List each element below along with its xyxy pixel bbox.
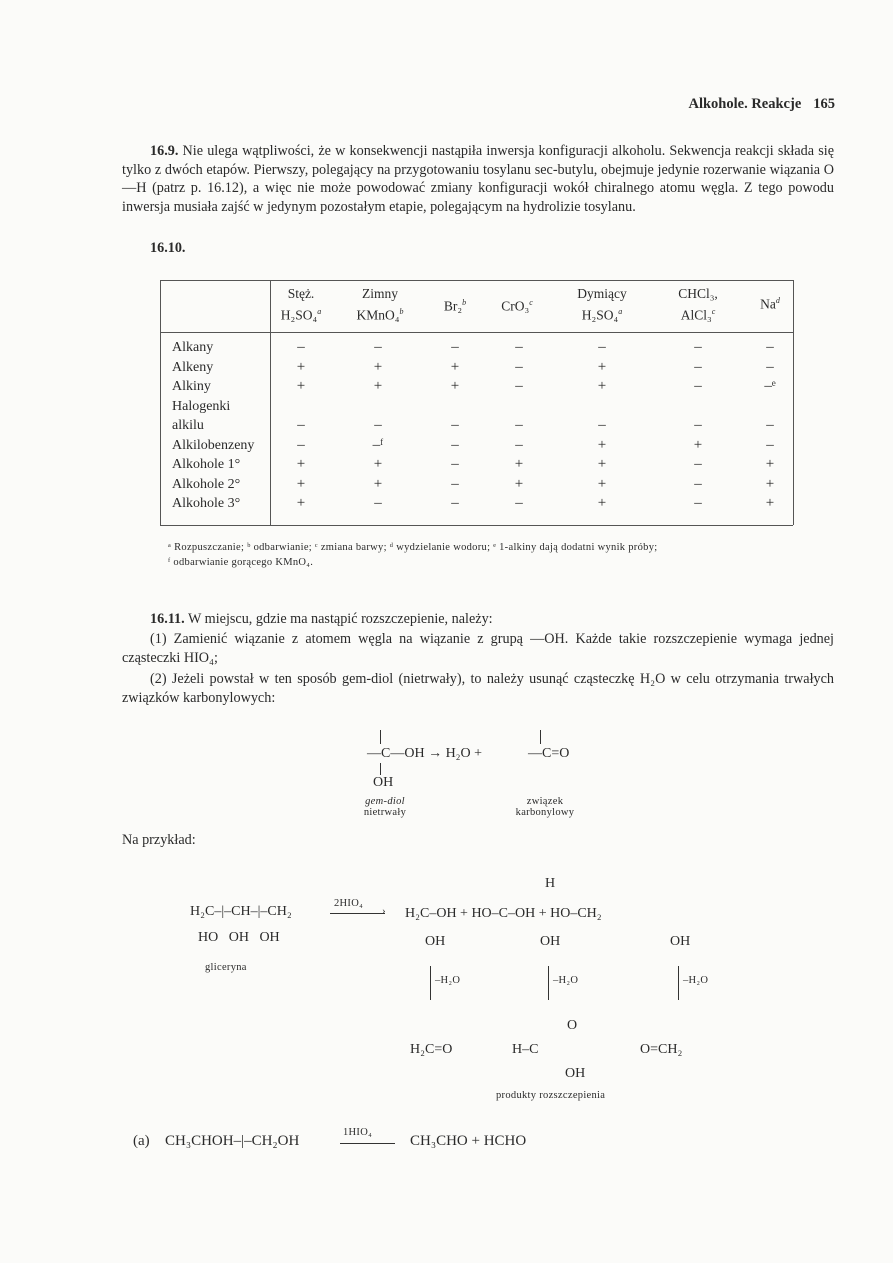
- paragraph-16-9-text: Nie ulega wątpliwości, że w konsekwencji nastąpiła inwersja konfiguracji alkoholu. Sekwencja reakcji składa się tylko z dwóch etapów. Pierwszy, polegający na przygotowaniu tosylanu sec-butylu, obejmuje jedynie rozerwanie wiązania O—H (patrz p. 16.12), a więc nie może powodować zmiany konfiguracji wokół chiralnego atomu węgla. Z tego powodu inwersja musiała zajść w jedynym pozostałym etapie, polegającym na hydrolizie tosylanu.: [122, 143, 834, 215]
- table-cell: –: [694, 475, 702, 492]
- row-label: Alkany: [172, 340, 214, 355]
- table-top-rule: [160, 280, 793, 281]
- row-label: Alkohole 3°: [172, 496, 241, 511]
- table-cell: +: [296, 378, 306, 394]
- formic-acid-o: O: [567, 1018, 578, 1033]
- table-cell: +: [765, 456, 775, 472]
- table-cell: –: [374, 339, 382, 355]
- paragraph-16-11: [122, 610, 834, 629]
- col-header-7: Na$^d$: [760, 296, 780, 312]
- table-left-rule: [160, 280, 161, 525]
- table-cell: +: [296, 475, 306, 492]
- glycerol-formula: H₂C–|–CH–|–CH₂: [190, 904, 292, 919]
- row-label: Halogenki: [172, 398, 231, 414]
- table-cell: –: [694, 339, 702, 355]
- reaction-arrowhead: ›: [382, 905, 386, 917]
- table-cell: –: [297, 339, 305, 355]
- table-cell: –: [374, 417, 382, 433]
- table-cell: –: [766, 417, 774, 433]
- table-cell: –: [694, 378, 702, 394]
- table-cell: +: [296, 456, 306, 472]
- page-number: 165: [813, 96, 835, 112]
- table-cell: –: [451, 495, 459, 511]
- minus-water-1: –H₂O: [435, 975, 461, 986]
- section-number-16-10: 16.10.: [150, 240, 186, 256]
- section-number-16-11: 16.11.: [150, 611, 185, 627]
- table-footnotes: [168, 540, 828, 570]
- table-cell: +: [597, 495, 607, 511]
- example-a-products: CH₃CHO + HCHO: [410, 1133, 527, 1149]
- dehydration-arrow-3: [678, 966, 679, 1000]
- table-cell: –: [451, 417, 459, 433]
- running-header: [688, 96, 835, 113]
- table-cell: +: [597, 378, 607, 394]
- table-cell: –: [515, 436, 523, 453]
- products-formula: H₂C–OH + HO–C–OH + HO–CH₂: [405, 906, 602, 921]
- table-cell: +: [765, 495, 775, 511]
- col-header-5: Dymiący H₂SO₄$^a$: [577, 286, 627, 323]
- reagent-label: 2HIO₄: [334, 898, 364, 909]
- table-cell: +: [597, 475, 607, 492]
- bond-up-2: [540, 730, 551, 744]
- header-title: Alkohole. Reakcje: [688, 96, 802, 112]
- table-right-rule: [793, 280, 794, 525]
- bond-up-1: [380, 730, 391, 744]
- minus-water-2: –H₂O: [553, 975, 579, 986]
- table-cell: –: [766, 339, 774, 355]
- row-label: Alkeny: [172, 359, 214, 375]
- table-cell: +: [597, 456, 607, 472]
- table-cell: –: [694, 417, 702, 433]
- glycerol-name: gliceryna: [205, 962, 247, 973]
- paragraph-16-9: [122, 142, 834, 216]
- step-2: (2) Jeżeli powstał w ten sposób gem-diol (nietrwały), to należy usunąć cząsteczkę H₂O w celu otrzymania trwałych związków karbonylowych:: [122, 671, 834, 706]
- table-cell: +: [373, 358, 383, 375]
- footnote-line-1: ᵃ Rozpuszczanie; ᵇ odbarwianie; ᶜ zmiana barwy; ᵈ wydzielanie wodoru; ᵉ 1-alkiny dają dodatni wynik próby;: [168, 542, 658, 553]
- carbonyl-formula: —C=O: [528, 746, 570, 761]
- formaldehyde-2: O=CH₂: [640, 1042, 683, 1057]
- table-cell: +: [597, 436, 607, 453]
- table-cell: –: [297, 436, 305, 453]
- table-cell: –: [694, 358, 702, 375]
- table-cell: –: [451, 436, 459, 453]
- gem-diol-formula: —C—OH → H₂O +: [367, 746, 483, 761]
- table-cell: –: [515, 495, 523, 511]
- formic-h: H: [545, 876, 556, 891]
- reaction-arrow: [330, 913, 385, 914]
- table-cell: –: [694, 456, 702, 472]
- table-cell: –: [451, 339, 459, 355]
- table-cell: +: [450, 358, 460, 375]
- table-cell: –: [766, 358, 774, 375]
- table-cell: +: [514, 475, 524, 492]
- gem-diol-label: gem-diol nietrwały: [363, 796, 407, 818]
- table-cell: –: [297, 417, 305, 433]
- example-a-reagent: 1HIO₄: [343, 1127, 373, 1138]
- products-label: produkty rozszczepienia: [496, 1090, 606, 1101]
- row-label: Alkohole 1°: [172, 457, 241, 472]
- row-label: alkilu: [172, 418, 204, 433]
- table-cell: +: [450, 378, 460, 394]
- table-cell: –: [515, 378, 523, 394]
- table-cell: –: [451, 475, 459, 492]
- col-header-4: CrO₃$^c$: [501, 298, 533, 314]
- step-1: (1) Zamienić wiązanie z atomem węgla na wiązanie z grupą —OH. Każde takie rozszczepienie wymaga jednej cząsteczki HIO₄;: [122, 631, 834, 666]
- table-cell: –: [515, 358, 523, 375]
- table-cell: –: [515, 417, 523, 433]
- table-cell: –: [374, 495, 382, 511]
- example-a-arrow: [340, 1143, 395, 1144]
- table-label-rule: [270, 280, 271, 525]
- table-cell: –: [598, 339, 606, 355]
- example-a-label: (a): [133, 1133, 150, 1149]
- formic-acid-oh: OH: [565, 1066, 586, 1081]
- table-cell: +: [373, 456, 383, 472]
- product-oh-2: OH: [540, 934, 561, 949]
- table-cell: –ᵉ: [764, 378, 776, 394]
- col-header-6: CHCl₃, AlCl₃$^c$: [678, 286, 718, 323]
- carbonyl-label: związek karbonylowy: [515, 796, 575, 818]
- formic-acid: H–C: [512, 1042, 539, 1057]
- table-header-rule: [160, 332, 793, 333]
- formaldehyde-1: H₂C=O: [410, 1042, 453, 1057]
- reagent-test-table: [160, 280, 793, 525]
- col-header-2: Zimny KMnO₄$^b$: [356, 286, 404, 323]
- table-bottom-rule: [160, 525, 793, 526]
- minus-water-3: –H₂O: [683, 975, 709, 986]
- example-a-reactant: CH₃CHOH–|–CH₂OH: [165, 1133, 300, 1149]
- table-cell: –: [766, 436, 774, 453]
- table-cell: +: [373, 378, 383, 394]
- bond-down: [380, 763, 391, 775]
- product-oh-3: OH: [670, 934, 691, 949]
- paragraph-16-11-intro: W miejscu, gdzie ma nastąpić rozszczepienie, należy:: [187, 611, 493, 627]
- table-cell: –: [598, 417, 606, 433]
- table-cell: +: [693, 436, 703, 453]
- table-cell: +: [765, 475, 775, 492]
- section-number-16-9: 16.9.: [150, 143, 179, 159]
- row-label: Alkilobenzeny: [172, 437, 255, 453]
- gem-diol-oh: OH: [373, 775, 394, 790]
- row-label: Alkohole 2°: [172, 476, 241, 492]
- glycerol-oh-groups: HO OH OH: [198, 930, 280, 945]
- table-cell: –: [694, 495, 702, 511]
- table-cell: +: [597, 358, 607, 375]
- row-label: Alkiny: [172, 379, 211, 394]
- table-cell: –: [451, 456, 459, 472]
- table-cell: +: [373, 475, 383, 492]
- table-cell: +: [296, 358, 306, 375]
- example-label: Na przykład:: [122, 832, 196, 848]
- col-header-1: Stęż. H₂SO₄$^a$: [280, 286, 322, 323]
- table-cell: +: [514, 456, 524, 472]
- col-header-3: Br₂$^b$: [443, 298, 467, 314]
- table-cell: –: [515, 339, 523, 355]
- table-cell: –ᶠ: [372, 436, 384, 453]
- table-cell: +: [296, 495, 306, 511]
- footnote-line-2: ᶠ odbarwianie gorącego KMnO₄.: [168, 557, 314, 568]
- dehydration-arrow-1: [430, 966, 431, 1000]
- product-oh-1: OH: [425, 934, 446, 949]
- dehydration-arrow-2: [548, 966, 549, 1000]
